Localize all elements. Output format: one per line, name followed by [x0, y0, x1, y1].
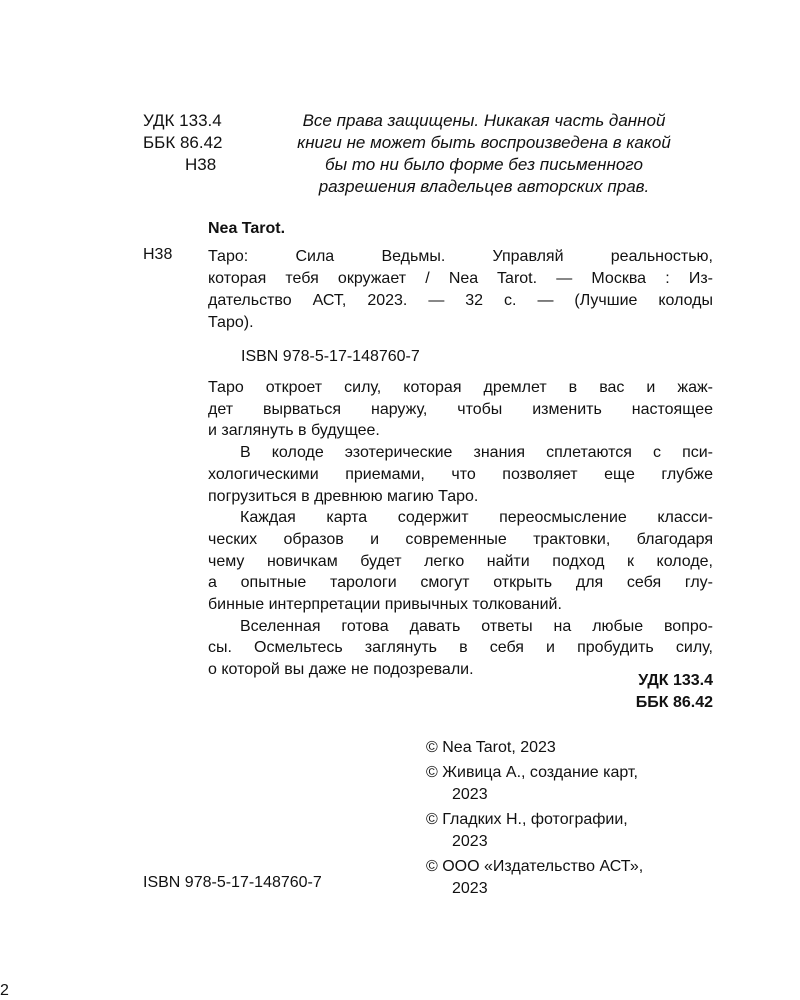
annotation-line: Каждая карта содержит переосмысление класси-: [240, 509, 713, 527]
copyright-year: 2023: [452, 833, 488, 850]
copyright-notices: [426, 737, 726, 903]
copyright-item: [426, 737, 726, 759]
rights-line: книги не может быть воспроизведена в какой: [297, 133, 671, 152]
bbk-code: ББК 86.42: [143, 133, 223, 152]
annotation: [208, 377, 713, 681]
isbn-bottom: ISBN 978-5-17-148760-7: [143, 874, 322, 891]
annotation-line: сы. Осмельтесь заглянуть в себя и пробудить силу,: [208, 639, 713, 657]
author-sign: Н38: [185, 155, 217, 174]
copyright-line: © Гладких Н., фотографии,: [426, 811, 628, 828]
annotation-line: бинные интерпретации привычных толкований.: [208, 596, 562, 614]
annotation-line: а опытные тарологи смогут открыть для себя глу-: [208, 574, 713, 592]
biblio-line: которая тебя окружает / Nea Tarot. — Москва : Из-: [208, 270, 713, 287]
bibliographic-description: [208, 246, 713, 334]
rights-line: Все права защищены. Никакая часть данной: [302, 111, 666, 130]
copyright-year: 2023: [452, 786, 488, 803]
isbn: ISBN 978-5-17-148760-7: [241, 348, 420, 365]
annotation-line: Вселенная готова давать ответы на любые вопро-: [240, 617, 713, 635]
classification-codes-right: [560, 670, 713, 714]
author-sign-2: Н38: [143, 246, 173, 263]
annotation-line: о которой вы даже не подозревали.: [208, 661, 474, 679]
rights-line: бы то ни было форме без письменного: [325, 155, 643, 174]
copyright-year: 2023: [452, 880, 488, 897]
copyright-item: [426, 809, 726, 853]
author-name: Nea Tarot.: [208, 220, 286, 237]
copyright-item: [426, 856, 726, 900]
annotation-line: хологическими приемами, что позволяет еще глубже: [208, 465, 713, 483]
annotation-line: ческих образов и современные трактовки, благодаря: [208, 530, 713, 548]
annotation-line: чему новичкам будет легко найти подход к колоде,: [208, 552, 713, 570]
annotation-line: погрузиться в древнюю магию Таро.: [208, 487, 479, 505]
annotation-line: В колоде эзотерические знания сплетаются с пси-: [240, 444, 713, 462]
annotation-line: дет вырваться наружу, чтобы изменить настоящее: [208, 400, 713, 418]
bbk-code-right: ББК 86.42: [635, 694, 713, 711]
annotation-line: Таро откроет силу, которая дремлет в вас и жаж-: [208, 379, 713, 396]
copyright-line: © ООО «Издательство АСТ»,: [426, 858, 644, 875]
copyright-item: [426, 762, 726, 806]
udk-code: УДК 133.4: [143, 111, 222, 130]
copyright-line: © Nea Tarot, 2023: [426, 739, 556, 756]
biblio-line: Таро).: [208, 314, 254, 331]
classification-codes: [143, 110, 222, 176]
copyright-line: © Живица А., создание карт,: [426, 764, 638, 781]
annotation-line: и заглянуть в будущее.: [208, 422, 380, 440]
page-number: 2: [0, 982, 9, 999]
rights-line: разрешения владельцев авторских прав.: [318, 177, 650, 196]
udk-code-right: УДК 133.4: [638, 672, 713, 689]
biblio-line: дательство АСТ, 2023. — 32 с. — (Лучшие колоды: [208, 292, 713, 309]
biblio-line: Таро: Сила Ведьмы. Управляй реальностью,: [208, 248, 713, 265]
rights-notice: [252, 110, 716, 198]
